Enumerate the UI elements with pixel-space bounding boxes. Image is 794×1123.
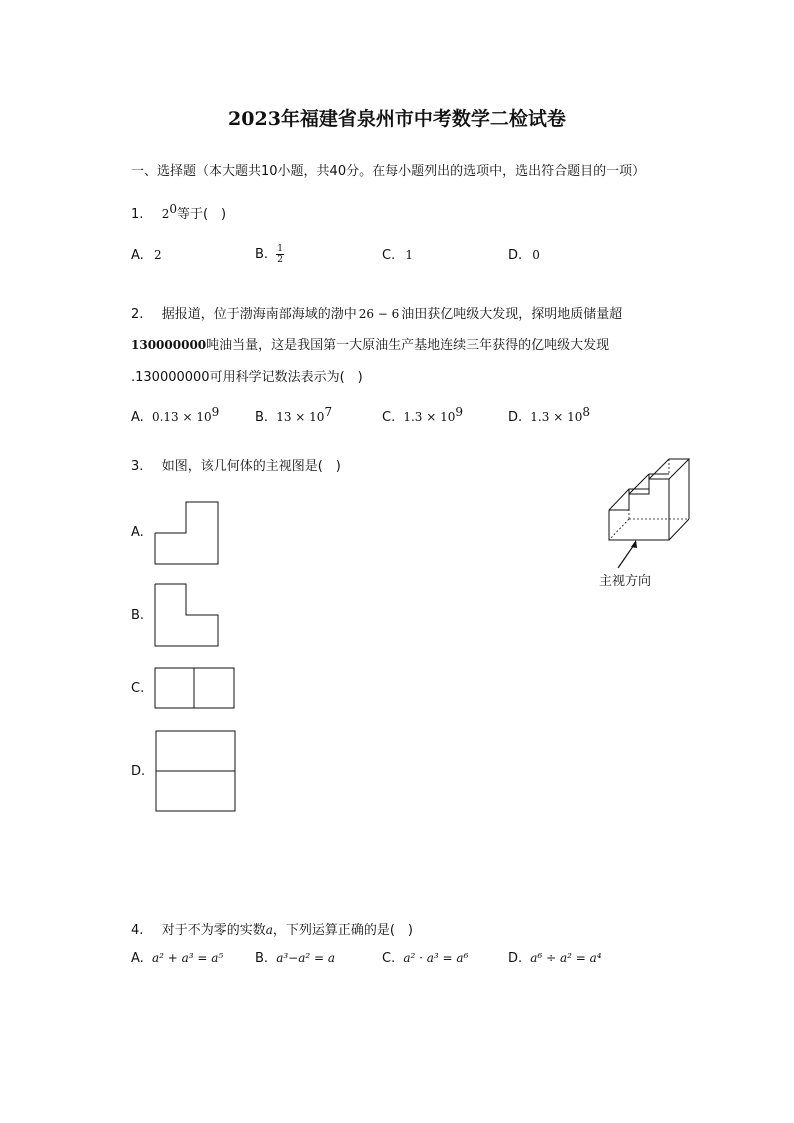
q4-option-a[interactable] bbox=[131, 951, 223, 966]
q1-option-a[interactable] bbox=[131, 248, 162, 263]
option-value: 2 bbox=[153, 248, 162, 262]
q4-option-c[interactable] bbox=[382, 951, 468, 966]
option-expression: a³−a² = a bbox=[276, 951, 336, 965]
q2-option-a[interactable] bbox=[131, 405, 220, 425]
q3-option-b-shape[interactable] bbox=[154, 583, 220, 647]
option-value: 1 bbox=[405, 248, 413, 262]
q3-option-c-label[interactable]: C. bbox=[131, 681, 145, 696]
option-value: 1.3 × 10 bbox=[403, 410, 456, 424]
question-number: 4. bbox=[131, 923, 144, 938]
option-letter: B. bbox=[255, 951, 269, 966]
power-base: 2 bbox=[161, 207, 170, 221]
figure-caption: 主视方向 bbox=[599, 574, 652, 589]
option-expression: a² · a³ = a⁶ bbox=[403, 951, 469, 965]
question-text: 等于( ) bbox=[176, 207, 227, 222]
view-direction-arrow-icon bbox=[612, 538, 642, 574]
q3-option-d-label[interactable]: D. bbox=[131, 764, 146, 779]
option-letter: A. bbox=[131, 248, 144, 263]
option-expression: a² + a³ = a⁵ bbox=[151, 951, 224, 965]
option-letter: B. bbox=[255, 410, 269, 425]
option-value: 13 × 10 bbox=[276, 410, 325, 424]
q3-option-c-shape[interactable] bbox=[154, 667, 236, 710]
option-letter: A. bbox=[131, 951, 144, 966]
question-text: ，下列运算正确的是( ) bbox=[272, 923, 414, 938]
option-value: 0 bbox=[532, 248, 540, 262]
page-title: 2023年福建省泉州市中考数学二检试卷 bbox=[228, 108, 566, 130]
option-letter: D. bbox=[508, 248, 523, 263]
q1-option-b[interactable] bbox=[255, 244, 284, 265]
question-1 bbox=[131, 203, 226, 222]
option-expression: a⁶ ÷ a² = a⁴ bbox=[530, 951, 602, 965]
question-number: 1. bbox=[131, 207, 144, 222]
option-exponent: 8 bbox=[582, 405, 590, 419]
option-exponent: 9 bbox=[455, 405, 464, 419]
q3-option-a-label[interactable]: A. bbox=[131, 525, 144, 540]
oilfield-code: 26 − 6 bbox=[358, 307, 400, 321]
power-exponent: 0 bbox=[169, 202, 177, 216]
fraction-numerator: 1 bbox=[277, 244, 283, 254]
question-4 bbox=[131, 919, 413, 938]
option-value: 0.13 × 10 bbox=[151, 410, 212, 424]
q2-option-d[interactable] bbox=[508, 405, 590, 425]
number-value: 130000000 bbox=[131, 338, 207, 352]
question-2-line-2 bbox=[131, 334, 609, 353]
question-2-line-1 bbox=[131, 303, 622, 322]
fraction bbox=[276, 244, 284, 265]
q3-option-d-shape[interactable] bbox=[155, 730, 237, 813]
option-letter: A. bbox=[131, 410, 144, 425]
question-text: 对于不为零的实数 bbox=[161, 923, 266, 938]
q1-option-c[interactable] bbox=[382, 248, 413, 263]
option-letter: C. bbox=[382, 410, 396, 425]
solid-figure bbox=[600, 452, 700, 552]
section-header: 一、选择题（本大题共10小题，共40分。在每小题列出的选项中，选出符合题目的一项） bbox=[131, 164, 646, 179]
q4-option-d[interactable] bbox=[508, 951, 602, 966]
variable: a bbox=[265, 923, 273, 937]
question-2-line-3: .130000000可用科学记数法表示为( ) bbox=[131, 370, 363, 385]
q3-option-a-shape[interactable] bbox=[154, 501, 220, 565]
q4-option-b[interactable] bbox=[255, 951, 335, 966]
question-text: 如图，该几何体的主视图是( ) bbox=[161, 459, 341, 474]
option-exponent: 9 bbox=[211, 405, 220, 419]
question-3 bbox=[131, 455, 341, 474]
fraction-denominator: 2 bbox=[277, 255, 283, 265]
option-letter: B. bbox=[255, 247, 269, 262]
q3-option-b-label[interactable]: B. bbox=[131, 608, 145, 623]
q1-option-d[interactable] bbox=[508, 248, 540, 263]
q2-option-c[interactable] bbox=[382, 405, 464, 425]
option-letter: C. bbox=[382, 951, 396, 966]
question-text: 据报道，位于渤海南部海域的渤中 bbox=[161, 307, 357, 322]
question-number: 3. bbox=[131, 459, 144, 474]
option-exponent: 7 bbox=[324, 405, 333, 419]
q2-option-b[interactable] bbox=[255, 405, 333, 425]
question-number: 2. bbox=[131, 307, 144, 322]
question-text: 吨油当量，这是我国第一大原油生产基地连续三年获得的亿吨级大发现 bbox=[206, 338, 610, 353]
option-letter: D. bbox=[508, 410, 523, 425]
option-letter: C. bbox=[382, 248, 396, 263]
question-text: 油田获亿吨级大发现，探明地质储量超 bbox=[401, 307, 623, 322]
option-letter: D. bbox=[508, 951, 523, 966]
option-value: 1.3 × 10 bbox=[530, 410, 583, 424]
